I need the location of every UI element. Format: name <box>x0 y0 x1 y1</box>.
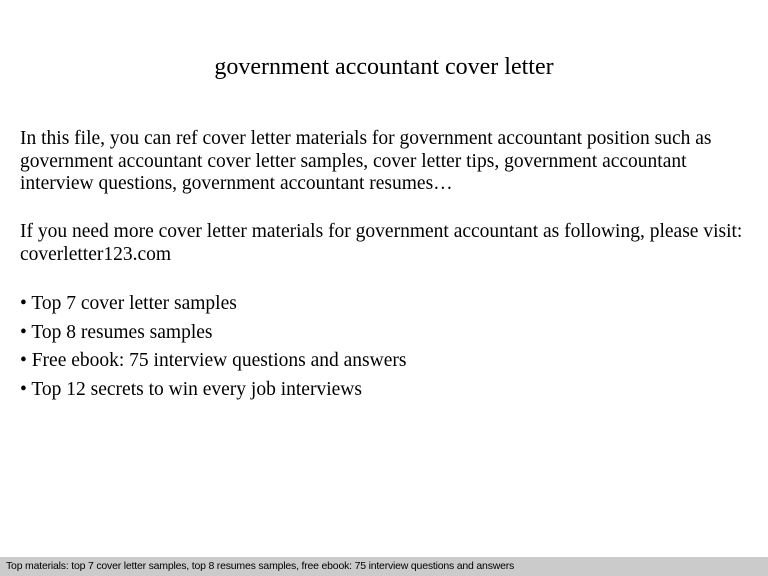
list-item: • Top 8 resumes samples <box>20 321 213 343</box>
materials-list <box>20 290 406 404</box>
intro-paragraph: In this file, you can ref cover letter materials for government accountant position such as government accountant cover letter samples, cover letter tips, government accountant interview questions, government accountant resumes… <box>20 128 712 194</box>
list-item: • Top 7 cover letter samples <box>20 293 237 314</box>
page-title: government accountant cover letter <box>214 54 554 80</box>
list-item: • Free ebook: 75 interview questions and answers <box>20 350 407 371</box>
list-item: • Top 12 secrets to win every job interviews <box>20 378 362 400</box>
more-materials-paragraph: If you need more cover letter materials for government accountant as following, please visit: coverletter123.com <box>20 221 743 265</box>
footer-bar: Top materials: top 7 cover letter samples, top 8 resumes samples, free ebook: 75 interview questions and answers <box>0 557 768 576</box>
